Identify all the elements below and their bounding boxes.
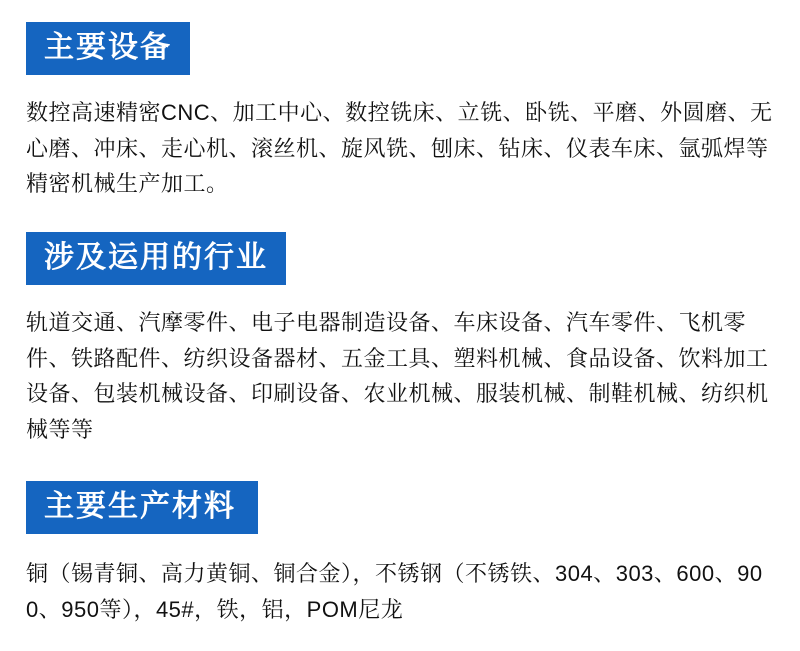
section-heading-industries: 涉及运用的行业 — [26, 232, 286, 285]
section-materials — [26, 481, 774, 627]
section-heading-materials: 主要生产材料 — [26, 481, 258, 534]
section-heading-main-equipment: 主要设备 — [26, 22, 190, 75]
section-body-industries: 轨道交通、汽摩零件、电子电器制造设备、车床设备、汽车零件、飞机零件、铁路配件、纺织设备器材、五金工具、塑料机械、食品设备、饮料加工设备、包装机械设备、印刷设备、农业机械、服装机械、制鞋机械、纺织机械等等 — [26, 309, 769, 442]
section-main-equipment — [26, 22, 774, 202]
section-industries — [26, 232, 774, 448]
section-body-materials: 铜（锡青铜、高力黄铜、铜合金），不锈钢（不锈铁、304、303、600、900、950等），45#，铁，铝，POM尼龙 — [26, 561, 763, 622]
section-body-main-equipment: 数控高速精密CNC、加工中心、数控铣床、立铣、卧铣、平磨、外圆磨、无心磨、冲床、走心机、滚丝机、旋风铣、刨床、钻床、仪表车床、氩弧焊等精密机械生产加工。 — [26, 100, 773, 197]
